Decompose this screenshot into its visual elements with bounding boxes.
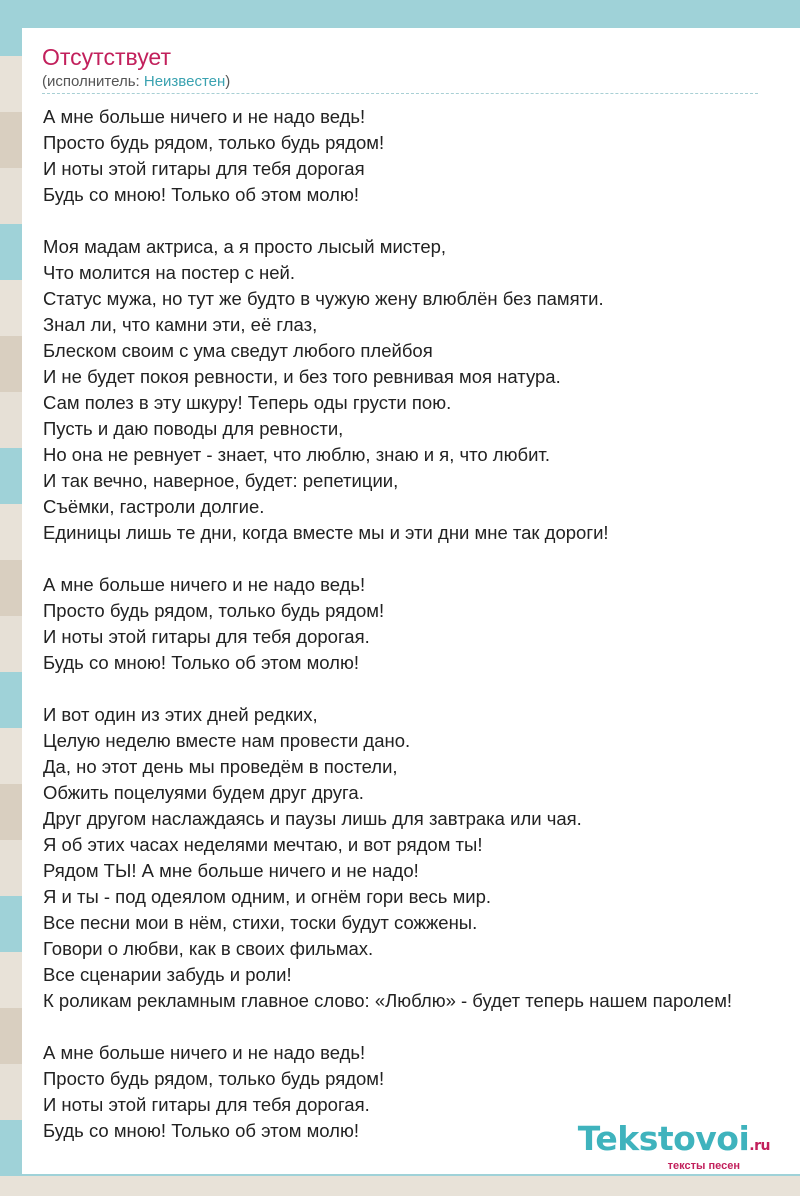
artist-prefix: (исполнитель: (42, 73, 144, 90)
lyric-line: Я об этих часах неделями мечтаю, и вот рядом ты! (43, 834, 483, 855)
lyric-line: К роликам рекламным главное слово: «Люблю» - будет теперь нашем паролем! (43, 990, 733, 1011)
logo-tld: .ru (749, 1138, 770, 1154)
artist-line (42, 72, 230, 92)
lyrics-card (22, 28, 800, 1174)
lyric-line: Обжить поцелуями будем друг друга. (43, 782, 364, 803)
lyric-line: Сам полез в эту шкуру! Теперь оды грусти пою. (43, 392, 452, 413)
lyric-line: Что молится на постер с ней. (43, 262, 295, 283)
lyric-line: И не будет покоя ревности, и без того ревнивая моя натура. (43, 366, 561, 387)
lyric-line: Просто будь рядом, только будь рядом! (43, 600, 385, 621)
lyric-line: Будь со мною! Только об этом молю! (43, 1120, 359, 1141)
logo-wordmark (577, 1119, 770, 1163)
logo-name: Tekstovoi (577, 1119, 750, 1158)
lyric-line: Я и ты - под одеялом одним, и огнём гори весь мир. (43, 886, 492, 907)
artist-link[interactable]: Неизвестен (143, 73, 226, 90)
lyric-line: Съёмки, гастроли долгие. (43, 496, 265, 517)
song-title: Отсутствует (42, 44, 171, 70)
lyric-line: Но она не ревнует - знает, что люблю, знаю и я, что любит. (43, 444, 550, 465)
lyric-line: Будь со мною! Только об этом молю! (43, 652, 359, 673)
lyric-line: Знал ли, что камни эти, её глаз, (43, 314, 318, 335)
verse (43, 702, 800, 1014)
artist-suffix: ) (225, 73, 231, 90)
lyric-line: Просто будь рядом, только будь рядом! (43, 1068, 385, 1089)
lyric-line: И вот один из этих дней редких, (43, 704, 318, 725)
lyric-line: А мне больше ничего и не надо ведь! (43, 574, 366, 595)
verse (43, 572, 800, 676)
lyric-line: Рядом ТЫ! А мне больше ничего и не надо! (43, 860, 419, 881)
lyric-line: Единицы лишь те дни, когда вместе мы и эти дни мне так дороги! (43, 522, 609, 543)
lyric-line: И ноты этой гитары для тебя дорогая. (43, 1094, 370, 1115)
lyric-line: Да, но этот день мы проведём в постели, (43, 756, 398, 777)
logo-tagline: тексты песен (667, 1160, 740, 1172)
lyric-line: Целую неделю вместе нам провести дано. (43, 730, 411, 751)
verse (43, 234, 800, 546)
lyric-line: Просто будь рядом, только будь рядом! (43, 132, 385, 153)
lyric-line: Блеском своим с ума сведут любого плейбоя (43, 340, 433, 361)
lyric-line: Будь со мною! Только об этом молю! (43, 184, 359, 205)
lyric-line: Друг другом наслаждаясь и паузы лишь для завтрака или чая. (43, 808, 582, 829)
lyric-line: Пусть и даю поводы для ревности, (43, 418, 344, 439)
header-divider (42, 93, 758, 94)
lyric-line: И ноты этой гитары для тебя дорогая (43, 158, 365, 179)
lyric-line: Все сценарии забудь и роли! (43, 964, 292, 985)
lyric-line: Статус мужа, но тут же будто в чужую жену влюблён без памяти. (43, 288, 604, 309)
verse (43, 104, 800, 208)
lyric-line: Моя мадам актриса, а я просто лысый мистер, (43, 236, 447, 257)
lyric-line: И ноты этой гитары для тебя дорогая. (43, 626, 370, 647)
lyric-line: А мне больше ничего и не надо ведь! (43, 106, 366, 127)
lyrics-body (43, 104, 800, 1170)
lyric-line: А мне больше ничего и не надо ведь! (43, 1042, 366, 1063)
lyric-line: И так вечно, наверное, будет: репетиции, (43, 470, 399, 491)
site-logo[interactable] (577, 1119, 770, 1172)
lyric-line: Все песни мои в нём, стихи, тоски будут сожжены. (43, 912, 478, 933)
lyric-line: Говори о любви, как в своих фильмах. (43, 938, 374, 959)
